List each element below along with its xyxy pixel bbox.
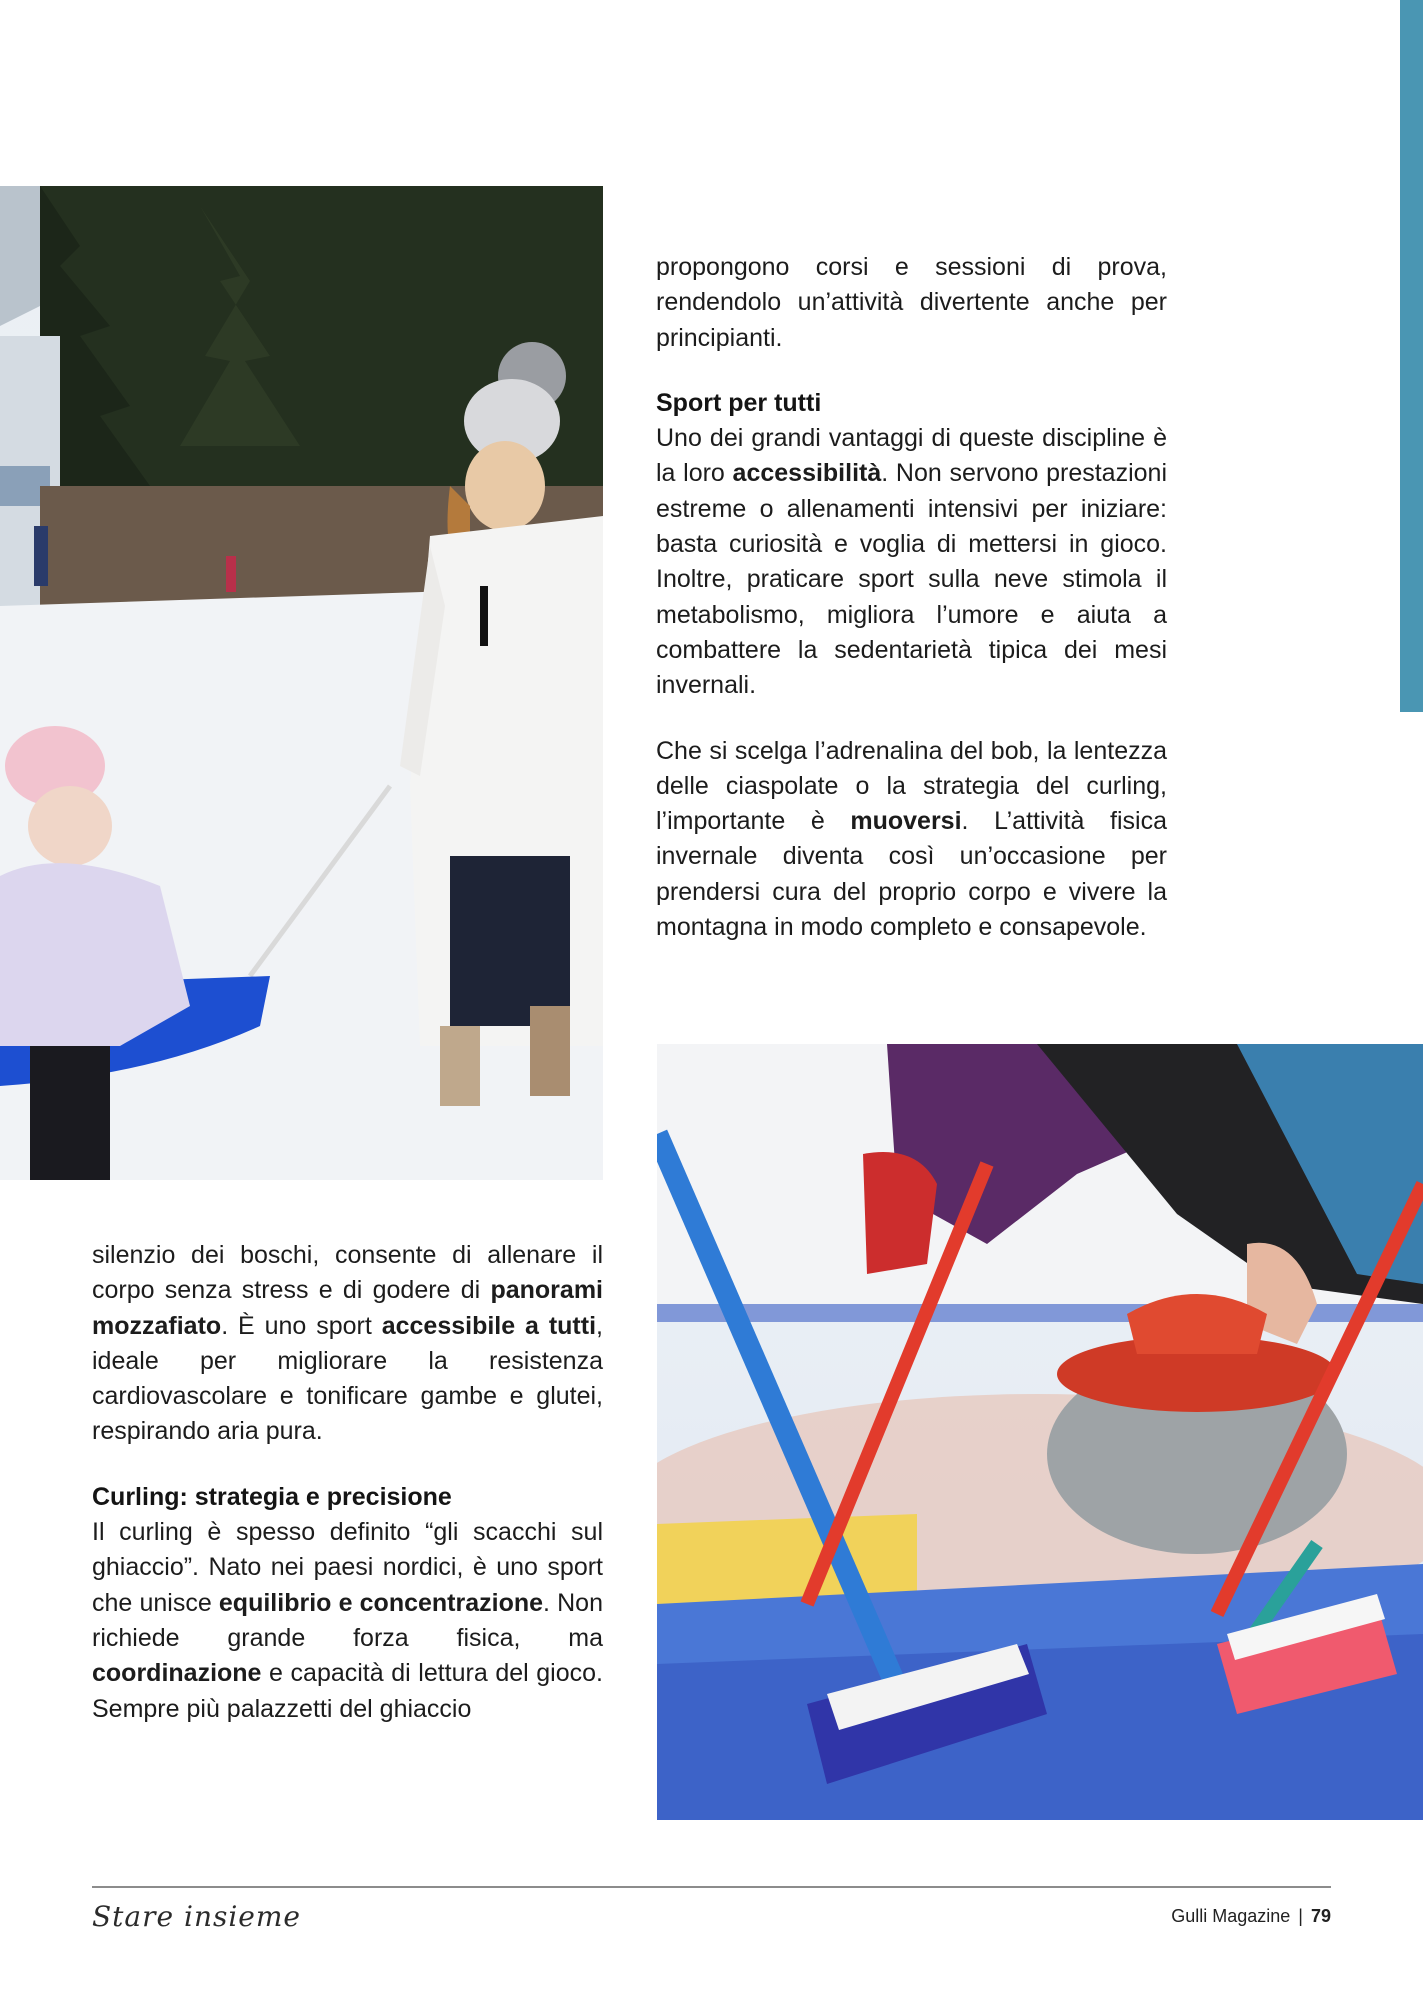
emphasis-equilibrio: equilibrio e concentrazione: [218, 1588, 544, 1617]
photo-curling-sweeping: [657, 1044, 1423, 1820]
article-column-left: [92, 1238, 603, 1727]
paragraph-curling: Il curling è spesso definito “gli scacchi sul ghiaccio”. Nato nei paesi nordici, è uno sport che unisce equilibrio e concentrazione. Non richiede grande forza fisica, ma coordinazione e capacità di lettura del gioco. Sempre più palazzetti del ghiaccio: [92, 1518, 603, 1723]
heading-curling: Curling: strategia e precisione: [92, 1482, 452, 1511]
paragraph-ciaspole-continued: silenzio dei boschi, consente di allenare il corpo senza stress e di godere di panorami mozzafiato. È uno sport accessibile a tutti, ideale per migliorare la resistenza cardiovascolare e tonificare gambe e glutei, respirando aria pura.: [92, 1241, 603, 1446]
paragraph-intro-continued: propongono corsi e sessioni di prova, rendendolo un’attività divertente anche per principianti.: [656, 253, 1167, 352]
footer-separator: |: [1298, 1906, 1303, 1926]
paragraph-sport-muoversi: Che si scelga l’adrenalina del bob, la lentezza delle ciaspolate o la strategia del curling, l’importante è muoversi. L’attività fisica invernale diventa così un’occasione per prendersi cura del proprio corpo e vivere la montagna in modo completo e consapevole.: [656, 736, 1167, 942]
footer-magazine-name: Gulli Magazine: [1171, 1906, 1291, 1926]
emphasis-panorami: panorami mozzafiato: [92, 1276, 603, 1340]
page-number: 79: [1310, 1906, 1331, 1926]
emphasis-accessibilita: accessibilità: [732, 459, 882, 488]
accent-side-bar: [1400, 0, 1423, 712]
paragraph-sport-accessibility: Uno dei grandi vantaggi di queste discipline è la loro accessibilità. Non servono prestazioni estreme o allenamenti intensivi per iniziare: basta curiosità e voglia di mettersi in gioco. Inoltre, praticare sport sulla neve stimola il metabolismo, migliora l’umore e aiuta a combattere la sedentarietà tipica dei mesi invernali.: [656, 424, 1167, 700]
heading-sport-per-tutti: Sport per tutti: [656, 388, 822, 417]
emphasis-coordinazione: coordinazione: [92, 1659, 262, 1688]
footer-page-info: [1171, 1906, 1331, 1927]
footer-divider: [92, 1886, 1331, 1888]
photo-mother-child-sled: [0, 186, 603, 1180]
emphasis-muoversi: muoversi: [850, 807, 962, 836]
footer-section-title: Stare insieme: [92, 1900, 301, 1933]
article-column-right: [656, 250, 1167, 945]
emphasis-accessibile: accessibile a tutti: [381, 1311, 597, 1340]
